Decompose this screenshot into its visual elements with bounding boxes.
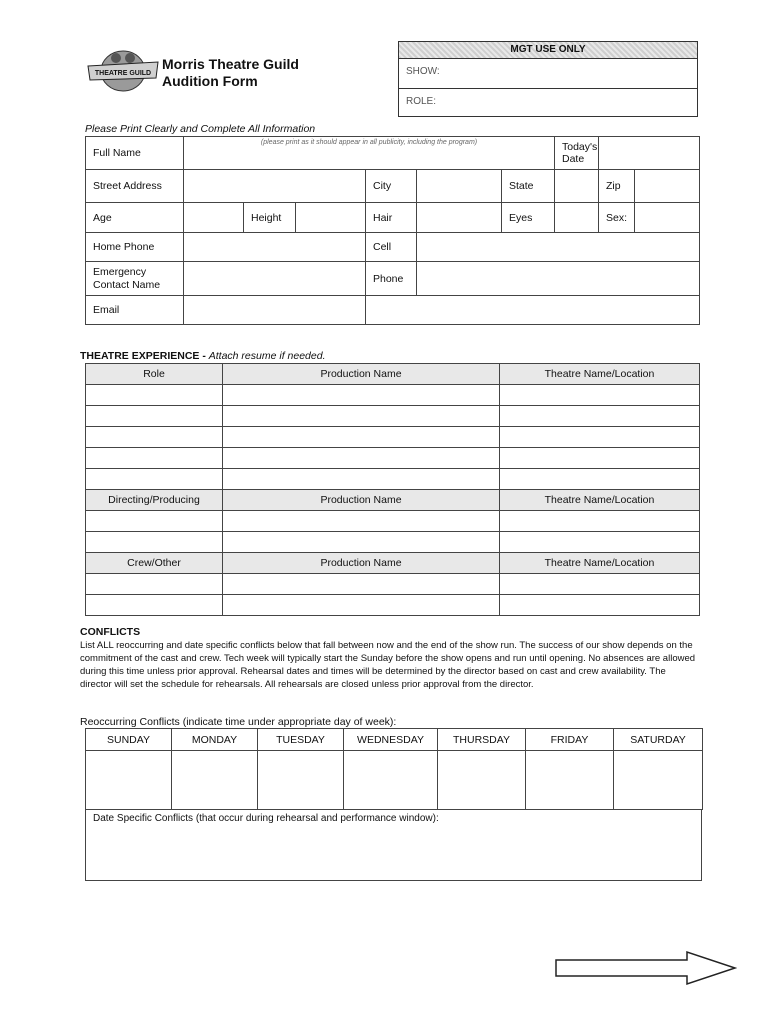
next-page-arrow-icon: [555, 950, 737, 986]
org-name: Morris Theatre Guild: [162, 56, 299, 72]
show-field[interactable]: SHOW:: [406, 66, 440, 77]
height-label: Height: [244, 203, 296, 233]
date-specific-label: Date Specific Conflicts (that occur during rehearsal and performance window):: [93, 813, 439, 824]
table-row[interactable]: [86, 448, 700, 469]
conflicts-title: CONFLICTS: [80, 626, 141, 638]
zip-label: Zip: [599, 170, 635, 203]
state-label: State: [502, 170, 555, 203]
sex-field[interactable]: [635, 203, 700, 233]
experience-table: [85, 363, 700, 616]
cell-field[interactable]: [417, 233, 700, 262]
thursday-field[interactable]: [438, 751, 526, 810]
day-tuesday: TUESDAY: [258, 729, 344, 751]
hair-field[interactable]: [417, 203, 502, 233]
production-name-header: Production Name: [223, 490, 500, 511]
email-field[interactable]: [184, 296, 366, 325]
height-field[interactable]: [296, 203, 366, 233]
age-field[interactable]: [184, 203, 244, 233]
hair-label: Hair: [366, 203, 417, 233]
mgt-use-only-box: [398, 41, 698, 117]
wednesday-field[interactable]: [344, 751, 438, 810]
eyes-label: Eyes: [502, 203, 555, 233]
role-header: Role: [86, 364, 223, 385]
tuesday-field[interactable]: [258, 751, 344, 810]
theatre-location-header: Theatre Name/Location: [500, 490, 700, 511]
eyes-field[interactable]: [555, 203, 599, 233]
day-saturday: SATURDAY: [614, 729, 703, 751]
table-row[interactable]: [86, 406, 700, 427]
day-wednesday: WEDNESDAY: [344, 729, 438, 751]
form-name: Audition Form: [162, 73, 258, 89]
experience-title: [80, 350, 326, 362]
form-title: [162, 56, 299, 90]
table-row[interactable]: [86, 595, 700, 616]
theatre-guild-logo: [86, 48, 160, 94]
days-table: [85, 728, 703, 810]
home-phone-field[interactable]: [184, 233, 366, 262]
email-field-extra[interactable]: [366, 296, 700, 325]
phone-label: Phone: [366, 262, 417, 296]
emergency-contact-field[interactable]: [184, 262, 366, 296]
svg-text:THEATRE GUILD: THEATRE GUILD: [94, 70, 152, 77]
monday-field[interactable]: [172, 751, 258, 810]
theatre-location-header: Theatre Name/Location: [500, 364, 700, 385]
full-name-field[interactable]: [184, 137, 555, 170]
todays-date-label: Today's Date: [555, 137, 599, 170]
age-label: Age: [86, 203, 184, 233]
crew-header: Crew/Other: [86, 553, 223, 574]
day-thursday: THURSDAY: [438, 729, 526, 751]
todays-date-field[interactable]: [599, 137, 700, 170]
conflicts-body: List ALL reoccurring and date specific conflicts below that fall between now and the end of the show run. The success of our show depends on the commitment of the cast and crew. Tech week will typically start the Sunday before the show opens and run until opening. No absences are allowed during this time unless prior approval. Rehearsal dates and times will be determined by the director based on cast and crew availability. The director will set the schedule for rehearsals. All rehearsals are closed unless prior approval from the director.: [80, 640, 696, 690]
date-specific-conflicts-field[interactable]: [85, 809, 702, 881]
table-row[interactable]: [86, 532, 700, 553]
day-sunday: SUNDAY: [86, 729, 172, 751]
directing-header: Directing/Producing: [86, 490, 223, 511]
city-field[interactable]: [417, 170, 502, 203]
table-row[interactable]: [86, 427, 700, 448]
table-row[interactable]: [86, 385, 700, 406]
table-row[interactable]: [86, 469, 700, 490]
zip-field[interactable]: [635, 170, 700, 203]
emergency-contact-label: Emergency Contact Name: [86, 262, 184, 296]
reoccurring-label: Reoccurring Conflicts (indicate time under appropriate day of week):: [80, 716, 397, 728]
personal-info-table: [85, 136, 700, 325]
cell-label: Cell: [366, 233, 417, 262]
experience-heading: THEATRE EXPERIENCE -: [80, 350, 206, 362]
saturday-field[interactable]: [614, 751, 703, 810]
sex-label: Sex:: [599, 203, 635, 233]
sunday-field[interactable]: [86, 751, 172, 810]
production-name-header: Production Name: [223, 553, 500, 574]
production-name-header: Production Name: [223, 364, 500, 385]
table-row[interactable]: [86, 574, 700, 595]
full-name-hint: (please print as it should appear in all publicity, including the program): [260, 139, 478, 146]
home-phone-label: Home Phone: [86, 233, 184, 262]
instructions: Please Print Clearly and Complete All Information: [85, 123, 316, 135]
role-field[interactable]: ROLE:: [399, 88, 697, 117]
table-row[interactable]: [86, 511, 700, 532]
day-friday: FRIDAY: [526, 729, 614, 751]
phone-field[interactable]: [417, 262, 700, 296]
mgt-heading: MGT USE ONLY: [399, 42, 697, 59]
email-label: Email: [86, 296, 184, 325]
street-address-label: Street Address: [86, 170, 184, 203]
theatre-location-header: Theatre Name/Location: [500, 553, 700, 574]
friday-field[interactable]: [526, 751, 614, 810]
state-field[interactable]: [555, 170, 599, 203]
street-address-field[interactable]: [184, 170, 366, 203]
city-label: City: [366, 170, 417, 203]
experience-note: Attach resume if needed.: [208, 350, 326, 362]
day-monday: MONDAY: [172, 729, 258, 751]
full-name-label: Full Name: [86, 137, 184, 170]
